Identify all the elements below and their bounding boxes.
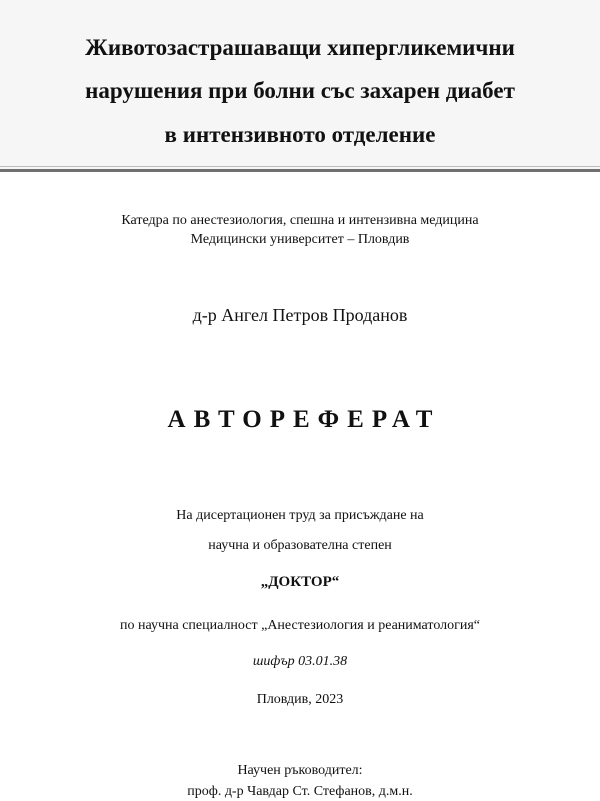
- specialty-code: шифър 03.01.38: [252, 654, 348, 669]
- degree-title: „ДОКТОР“: [260, 574, 340, 590]
- supervisor-name: проф. д-р Чавдар Ст. Стефанов, д.м.н.: [187, 784, 413, 799]
- title-line-3: в интензивното отделение: [164, 122, 436, 147]
- title-block: [0, 0, 600, 172]
- supervisor-label: Научен ръководител:: [237, 763, 363, 778]
- description-line-2: научна и образователна степен: [208, 538, 392, 553]
- place-year: Пловдив, 2023: [256, 692, 344, 707]
- title-line-2: нарушения при болни със захарен диабет: [85, 78, 515, 103]
- title-line-1: Животозастрашаващи хипергликемични: [85, 35, 515, 60]
- specialty-line: по научна специалност „Анестезиология и реаниматология“: [119, 618, 481, 633]
- department-line: Катедра по анестезиология, спешна и интензивна медицина: [121, 213, 479, 228]
- author-name: д-р Ангел Петров Проданов: [192, 305, 408, 325]
- university-line: Медицински университет – Пловдив: [190, 232, 410, 247]
- document-type-heading: АВТОРЕФЕРАТ: [167, 406, 441, 433]
- description-line-1: На дисертационен труд за присъждане на: [176, 508, 424, 523]
